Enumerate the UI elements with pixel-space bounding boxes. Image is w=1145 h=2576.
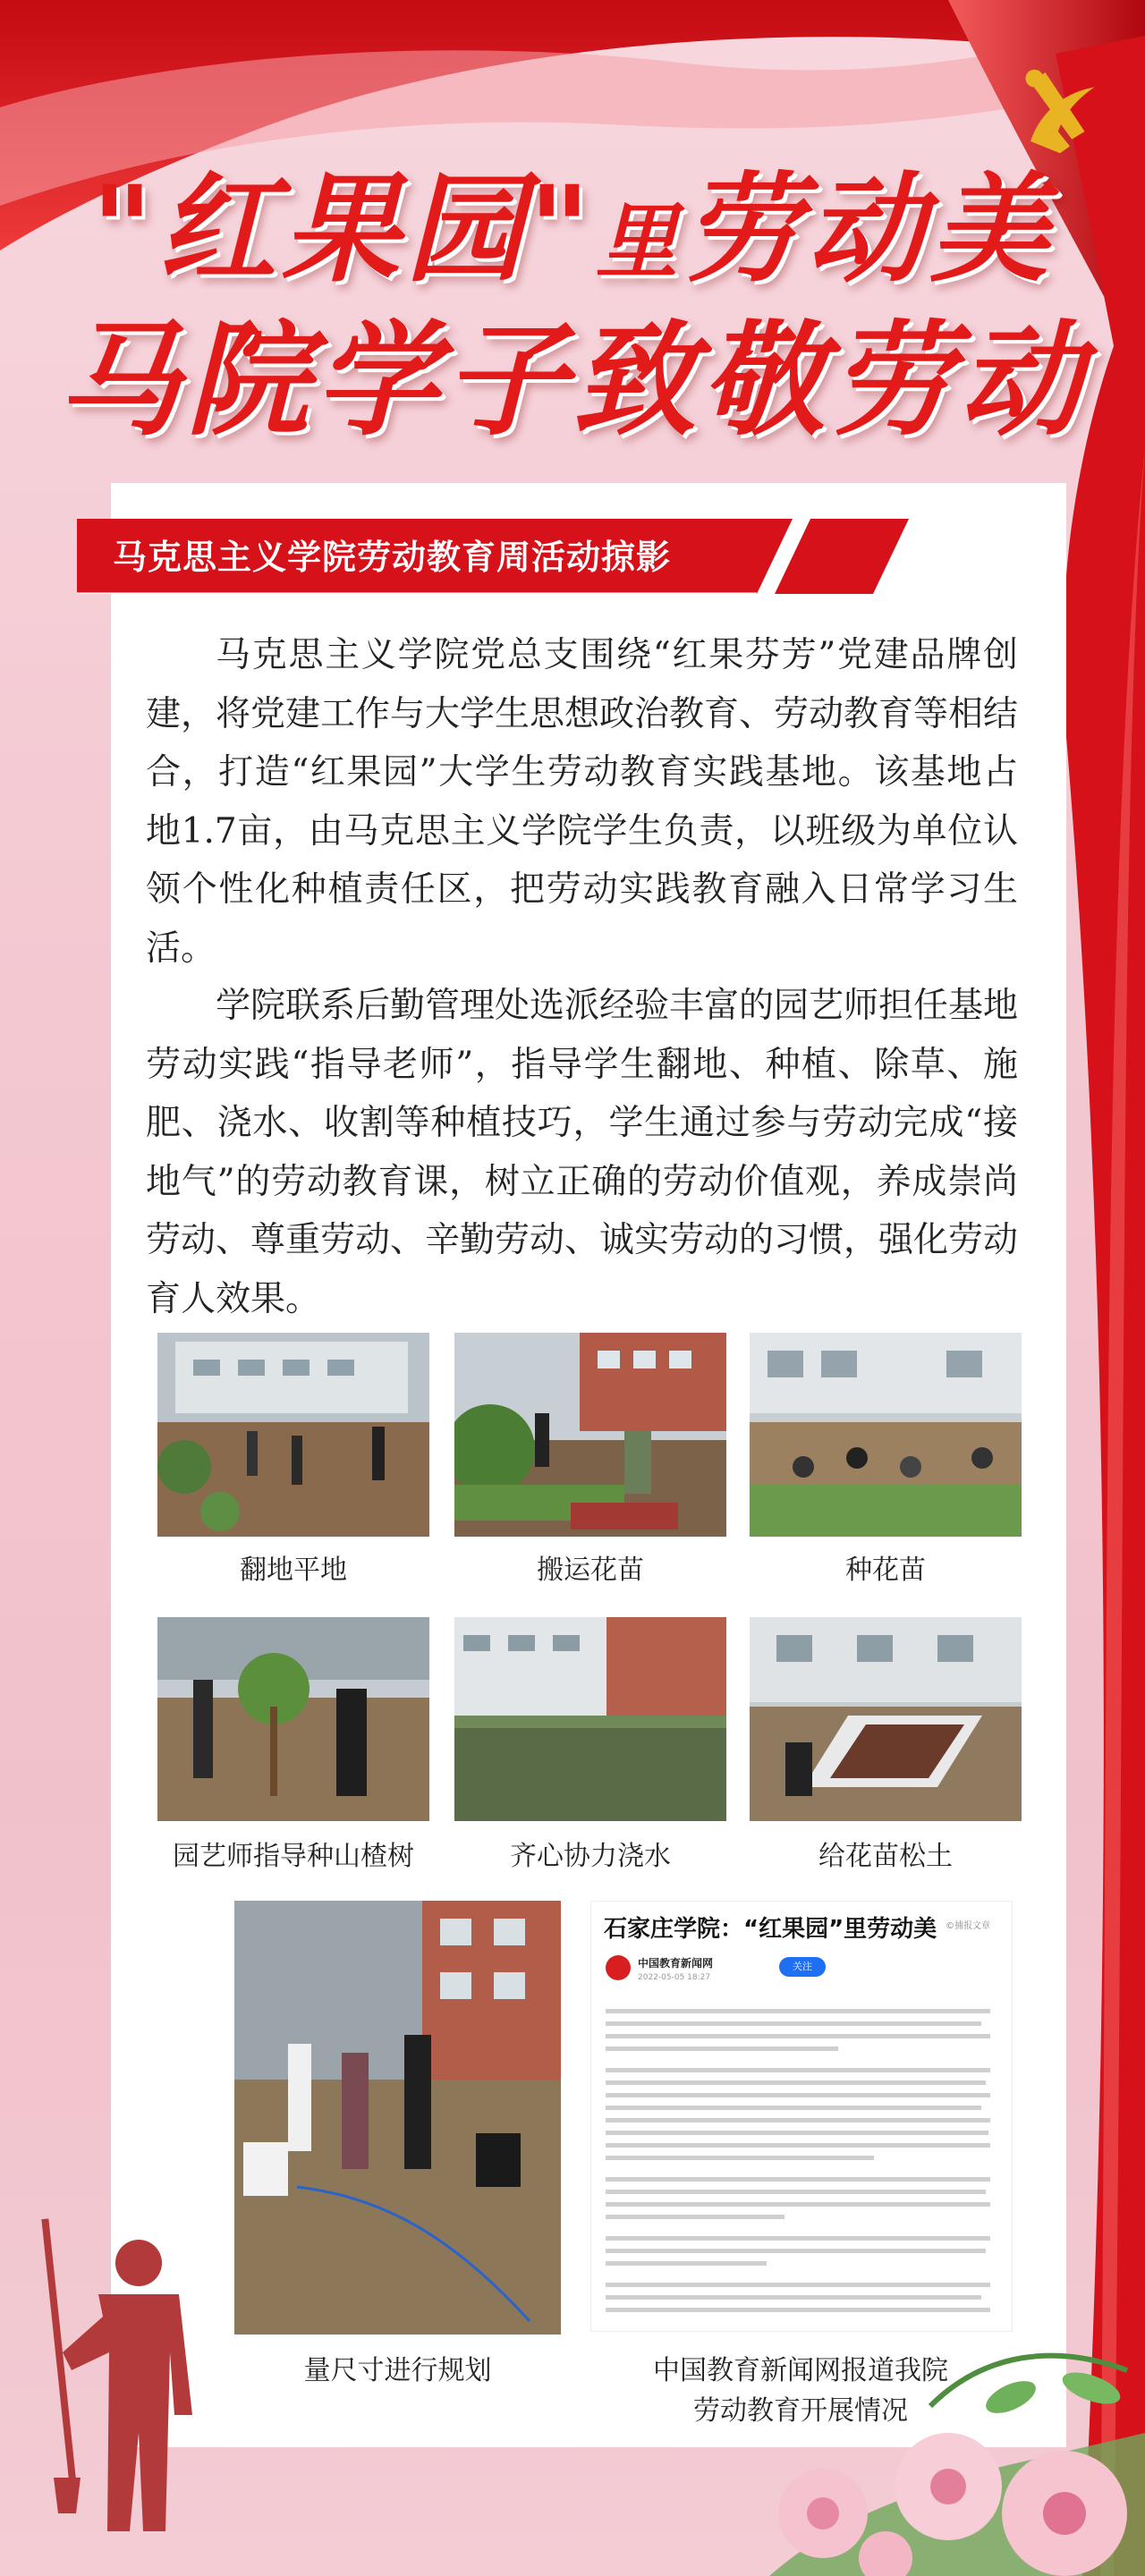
worker-silhouette-icon [36, 2209, 215, 2549]
news-tag: ©捕报文章 [946, 1921, 990, 1931]
photo-loosening-soil [750, 1617, 1022, 1821]
news-text-line [606, 2093, 990, 2097]
news-text-line [606, 2021, 981, 2026]
headline-quote-close: " [528, 160, 596, 299]
photo-caption-6: 给花苗松土 [818, 1841, 953, 1872]
photo-turning-soil [157, 1333, 429, 1537]
news-text-line [606, 2190, 986, 2194]
news-text-line [606, 2143, 990, 2148]
news-text-line [606, 2295, 981, 2300]
photo-gardener-guiding [157, 1617, 429, 1821]
headline-line-1 [0, 134, 1145, 304]
news-text-line [606, 2034, 990, 2038]
news-text-line [606, 2202, 990, 2207]
news-caption-line-1: 中国教育新闻网报道我院 [653, 2355, 948, 2386]
subtitle-text: 马克思主义学院劳动教育周活动掠影 [113, 538, 672, 577]
news-text-line [606, 2046, 838, 2051]
news-title: 石家庄学院：“红果园”里劳动美 [604, 1916, 937, 1943]
news-text-line [606, 2261, 767, 2266]
photo-caption-2: 搬运花苗 [537, 1555, 644, 1586]
body-paragraph-2: 学院联系后勤管理处选派经验丰富的园艺师担任基地劳动实践“指导老师”，指导学生翻地、种植、除草、施肥、浇水、收割等种植技巧，学生通过参与劳动完成“接地气”的劳动教育课，树立正确的劳动价值观，养成崇尚劳动、尊重劳动、辛勤劳动、诚实劳动的习惯，强化劳动育人效果。 [146, 986, 1019, 1319]
photo-caption-4: 园艺师指导种山楂树 [173, 1841, 414, 1872]
news-article-screenshot [590, 1901, 1013, 2332]
news-text-line [606, 2131, 988, 2135]
headline-quote-open: " [91, 160, 158, 299]
body-paragraph-1: 马克思主义学院党总支围绕“红果芬芳”党建品牌创建，将党建工作与大学生思想政治教育、劳动教育等相结合，打造“红果园”大学生劳动教育实践基地。该基地占地1.7亩，由马克思主义学院学生负责，以班级为单位认领个性化种植责任区，把劳动实践教育融入日常学习生活。 [146, 635, 1019, 969]
news-text-line [606, 2156, 874, 2160]
news-text-line [606, 2215, 785, 2219]
headline-rest: 劳动美 [683, 160, 1054, 299]
news-text-line [606, 2009, 990, 2013]
photo-caption-5: 齐心协力浇水 [510, 1841, 671, 1872]
headline-line-2: 马院学子致敬劳动 [56, 307, 1088, 453]
photo-caption-3: 种花苗 [845, 1555, 926, 1586]
peach-blossom-decoration [769, 2334, 1145, 2576]
photo-watering-together [454, 1617, 726, 1821]
headline-name: 红果园 [157, 160, 529, 299]
news-text-line [606, 2236, 990, 2241]
headline-small-char: 里 [595, 193, 683, 290]
news-follow-button[interactable]: 关注 [779, 1957, 826, 1977]
news-text-line [606, 2249, 986, 2253]
news-text-line [606, 2106, 981, 2110]
photo-planting-seedlings [750, 1333, 1022, 1537]
news-text-line [606, 2068, 990, 2072]
news-text-line [606, 2080, 986, 2085]
photo-caption-1: 翻地平地 [240, 1555, 347, 1586]
news-text-line [606, 2283, 990, 2287]
news-caption-line-2: 劳动教育开展情况 [693, 2395, 908, 2427]
photo-caption-7: 量尺寸进行规划 [303, 2355, 492, 2386]
photo-measuring-planning [234, 1901, 561, 2334]
news-text-line [606, 2118, 990, 2123]
news-text-line [606, 2308, 990, 2312]
news-date: 2022-05-05 18:27 [638, 1973, 711, 1982]
news-source: 中国教育新闻网 [638, 1957, 714, 1970]
news-text-line [606, 2177, 990, 2182]
photo-moving-seedlings [454, 1333, 726, 1537]
news-logo-icon [606, 1955, 631, 1980]
